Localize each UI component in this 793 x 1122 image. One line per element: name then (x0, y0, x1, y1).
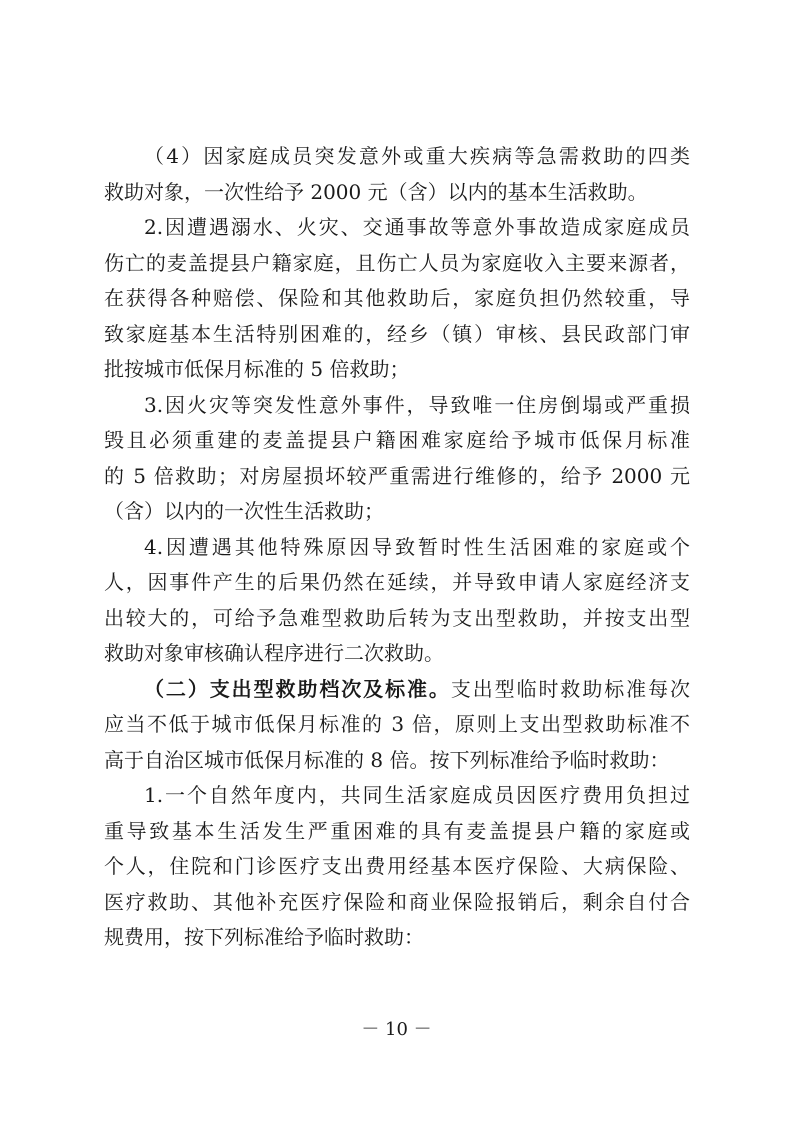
paragraph-1 (104, 139, 690, 210)
text-line: 的 5 倍救助；对房屋损坏较严重需进行维修的，给予 2000 元 (104, 463, 690, 488)
text-line: 医疗救助、其他补充医疗保险和商业保险报销后，剩余自付合 (104, 889, 690, 914)
section-heading: （二）支出型救助档次及标准。 (144, 676, 451, 701)
text-span: 支出型临时救助标准每次 (450, 676, 691, 701)
paragraph-2 (104, 210, 690, 388)
text-line: 重导致基本生活发生严重困难的具有麦盖提县户籍的家庭或 (104, 818, 690, 843)
text-line: 规费用，按下列标准给予临时救助： (104, 925, 424, 949)
page-number: － 10 － (361, 1019, 432, 1040)
text-line: （4）因家庭成员突发意外或重大疾病等急需救助的四类 (144, 144, 690, 168)
text-line: 4.因遭遇其他特殊原因导致暂时性生活困难的家庭或个 (144, 534, 690, 559)
document-body (104, 139, 690, 956)
paragraph-6 (104, 778, 690, 956)
text-line: 1.一个自然年度内，共同生活家庭成员因医疗费用负担过 (144, 783, 690, 807)
text-line: 致家庭基本生活特别困难的，经乡（镇）审核、县民政部门审 (104, 321, 690, 346)
text-line: 伤亡的麦盖提县户籍家庭，且伤亡人员为家庭收入主要来源者， (104, 250, 690, 275)
paragraph-3 (104, 388, 690, 530)
text-line (104, 672, 690, 708)
text-line: 应当不低于城市低保月标准的 3 倍，原则上支出型救助标准不 (104, 712, 690, 736)
text-line: 个人，住院和门诊医疗支出费用经基本医疗保险、大病保险、 (104, 854, 690, 878)
text-line: 救助对象审核确认程序进行二次救助。 (104, 641, 444, 665)
text-line: 2.因遭遇溺水、火灾、交通事故等意外事故造成家庭成员 (144, 215, 690, 239)
text-line: 批按城市低保月标准的 5 倍救助； (104, 357, 410, 381)
paragraph-4 (104, 530, 690, 672)
text-line: 3.因火灾等突发性意外事件，导致唯一住房倒塌或严重损 (144, 392, 690, 417)
paragraph-5 (104, 672, 690, 779)
text-line: 人，因事件产生的后果仍然在延续，并导致申请人家庭经济支 (104, 570, 690, 594)
text-line: （含）以内的一次性生活救助； (104, 499, 384, 523)
text-line: 救助对象，一次性给予 2000 元（含）以内的基本生活救助。 (104, 179, 648, 204)
text-line: 出较大的，可给予急难型救助后转为支出型救助，并按支出型 (104, 605, 690, 630)
text-line: 在获得各种赔偿、保险和其他救助后，家庭负担仍然较重，导 (104, 286, 690, 310)
text-line: 高于自治区城市低保月标准的 8 倍。按下列标准给予临时救助： (104, 747, 670, 772)
text-line: 毁且必须重建的麦盖提县户籍困难家庭给予城市低保月标准 (104, 428, 690, 452)
